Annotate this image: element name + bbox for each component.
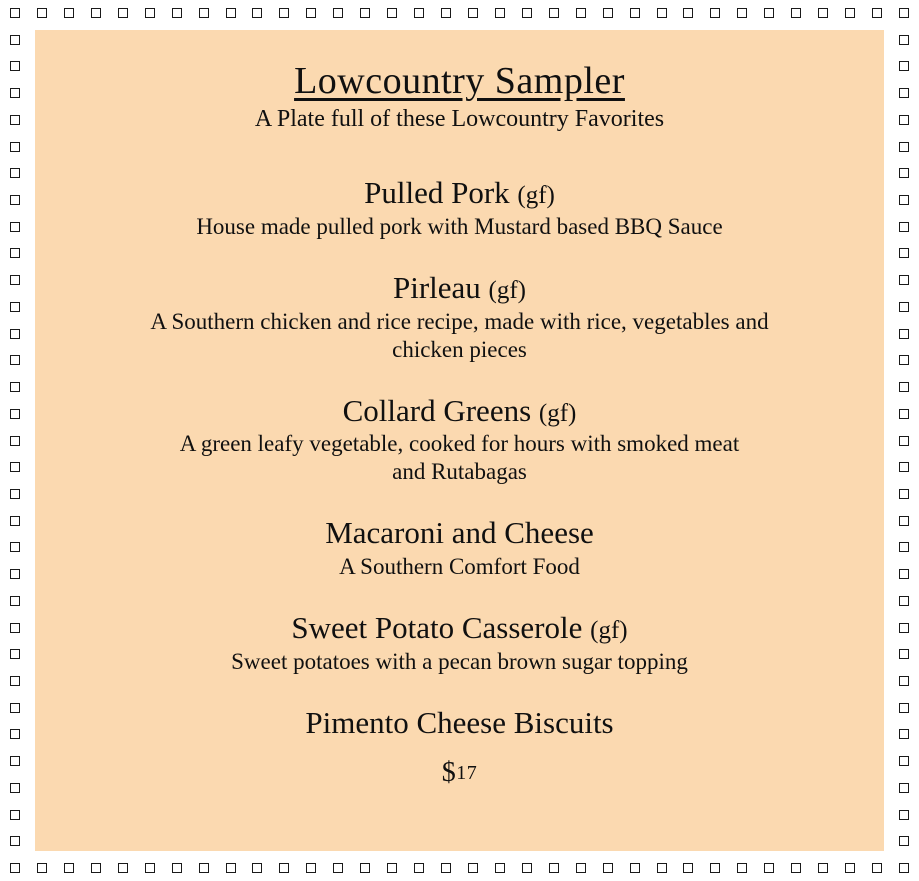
border-dot bbox=[118, 8, 128, 18]
menu-subtitle: A Plate full of these Lowcountry Favorites bbox=[254, 105, 665, 132]
border-dot bbox=[10, 542, 20, 552]
border-dot bbox=[791, 863, 801, 873]
menu-panel bbox=[35, 30, 884, 851]
border-dot bbox=[145, 8, 155, 18]
border-dot bbox=[899, 810, 909, 820]
border-dot bbox=[899, 382, 909, 392]
border-dot bbox=[899, 195, 909, 205]
border-dot bbox=[522, 8, 532, 18]
border-dot bbox=[818, 8, 828, 18]
border-dot bbox=[899, 248, 909, 258]
menu-item-name-line bbox=[75, 393, 844, 430]
border-dot bbox=[468, 863, 478, 873]
menu-item-name-line bbox=[75, 705, 844, 742]
border-dot bbox=[10, 676, 20, 686]
border-dot bbox=[764, 863, 774, 873]
border-dot bbox=[630, 8, 640, 18]
border-dot bbox=[333, 863, 343, 873]
border-dot bbox=[10, 596, 20, 606]
border-dot bbox=[630, 863, 640, 873]
border-dot bbox=[737, 863, 747, 873]
spacer bbox=[75, 159, 844, 175]
border-dots-top bbox=[10, 8, 909, 18]
border-dot bbox=[10, 35, 20, 45]
border-dot bbox=[899, 409, 909, 419]
border-dot bbox=[226, 863, 236, 873]
menu-item-description: A Southern Comfort Food bbox=[339, 554, 580, 580]
border-dot bbox=[683, 863, 693, 873]
menu-item-name: Pirleau bbox=[392, 270, 481, 306]
border-dot bbox=[10, 168, 20, 178]
border-dot bbox=[899, 222, 909, 232]
border-dot bbox=[899, 115, 909, 125]
border-dot bbox=[522, 863, 532, 873]
border-dot bbox=[899, 729, 909, 739]
border-dot bbox=[10, 863, 20, 873]
menu-item-description: A green leafy vegetable, cooked for hours with smoked meat and Rutabagas bbox=[179, 431, 740, 485]
border-dot bbox=[899, 302, 909, 312]
border-dot bbox=[899, 676, 909, 686]
menu-item-name-line bbox=[75, 270, 844, 307]
menu-item bbox=[75, 610, 844, 676]
border-dot bbox=[10, 409, 20, 419]
border-dot bbox=[899, 516, 909, 526]
menu-item-gf-tag: (gf) bbox=[538, 399, 577, 427]
border-dot bbox=[10, 61, 20, 71]
border-dot bbox=[10, 836, 20, 846]
menu-item-name-line bbox=[75, 515, 844, 552]
border-dot bbox=[576, 863, 586, 873]
spacer bbox=[75, 254, 844, 270]
border-dot bbox=[899, 569, 909, 579]
border-dot bbox=[899, 35, 909, 45]
border-dot bbox=[899, 355, 909, 365]
border-dot bbox=[387, 863, 397, 873]
border-dot bbox=[64, 8, 74, 18]
border-dot bbox=[737, 8, 747, 18]
border-dot bbox=[899, 623, 909, 633]
menu-item-description: House made pulled pork with Mustard based BBQ Sauce bbox=[196, 214, 723, 240]
border-dot bbox=[10, 649, 20, 659]
border-dot bbox=[360, 863, 370, 873]
border-dot bbox=[710, 863, 720, 873]
price-amount: 17 bbox=[456, 762, 478, 785]
border-dot bbox=[899, 489, 909, 499]
border-dot bbox=[199, 8, 209, 18]
border-dots-bottom bbox=[10, 863, 909, 873]
border-dot bbox=[899, 329, 909, 339]
border-dot bbox=[37, 863, 47, 873]
border-dot bbox=[10, 88, 20, 98]
border-dot bbox=[10, 329, 20, 339]
border-dot bbox=[10, 783, 20, 793]
menu-item-name: Pulled Pork bbox=[364, 175, 510, 211]
border-dot bbox=[899, 436, 909, 446]
border-dots-right bbox=[899, 8, 909, 873]
border-dot bbox=[899, 703, 909, 713]
border-dot bbox=[899, 756, 909, 766]
border-dot bbox=[10, 355, 20, 365]
price-currency-symbol: $ bbox=[441, 757, 457, 789]
border-dot bbox=[10, 436, 20, 446]
border-dot bbox=[10, 8, 20, 18]
border-dot bbox=[10, 569, 20, 579]
border-dot bbox=[899, 8, 909, 18]
menu-item-description: A Southern chicken and rice recipe, made with rice, vegetables and chicken pieces bbox=[150, 308, 769, 362]
spacer bbox=[75, 594, 844, 610]
border-dot bbox=[845, 863, 855, 873]
menu-item-name: Sweet Potato Casserole bbox=[291, 610, 583, 646]
border-dot bbox=[10, 222, 20, 232]
border-dot bbox=[387, 8, 397, 18]
menu-item bbox=[75, 705, 844, 742]
menu-item-description: Sweet potatoes with a pecan brown sugar topping bbox=[231, 648, 688, 674]
spacer bbox=[75, 499, 844, 515]
border-dot bbox=[10, 115, 20, 125]
border-dot bbox=[10, 195, 20, 205]
border-dot bbox=[657, 8, 667, 18]
menu-item-name-line bbox=[75, 175, 844, 212]
border-dot bbox=[10, 142, 20, 152]
menu-item bbox=[75, 393, 844, 487]
border-dot bbox=[306, 863, 316, 873]
border-dot bbox=[10, 623, 20, 633]
border-dot bbox=[603, 863, 613, 873]
border-dot bbox=[91, 863, 101, 873]
border-dot bbox=[549, 8, 559, 18]
border-dot bbox=[657, 863, 667, 873]
border-dot bbox=[333, 8, 343, 18]
border-dot bbox=[899, 836, 909, 846]
border-dot bbox=[872, 863, 882, 873]
border-dot bbox=[306, 8, 316, 18]
border-dot bbox=[899, 462, 909, 472]
border-dot bbox=[441, 8, 451, 18]
menu-price bbox=[75, 757, 844, 789]
border-dot bbox=[899, 783, 909, 793]
border-dot bbox=[603, 8, 613, 18]
border-dot bbox=[710, 8, 720, 18]
spacer bbox=[75, 377, 844, 393]
menu-item bbox=[75, 270, 844, 364]
border-dot bbox=[872, 8, 882, 18]
border-dot bbox=[899, 649, 909, 659]
border-dot bbox=[279, 863, 289, 873]
border-dot bbox=[172, 8, 182, 18]
border-dot bbox=[10, 516, 20, 526]
border-dot bbox=[441, 863, 451, 873]
border-dot bbox=[10, 302, 20, 312]
border-dot bbox=[252, 8, 262, 18]
border-dot bbox=[10, 703, 20, 713]
border-dot bbox=[118, 863, 128, 873]
border-dot bbox=[495, 8, 505, 18]
border-dot bbox=[899, 168, 909, 178]
border-dot bbox=[549, 863, 559, 873]
border-dot bbox=[252, 863, 262, 873]
menu-item-name: Collard Greens bbox=[342, 392, 532, 428]
border-dot bbox=[414, 863, 424, 873]
border-dot bbox=[10, 729, 20, 739]
border-dot bbox=[495, 863, 505, 873]
border-dot bbox=[172, 863, 182, 873]
border-dot bbox=[37, 8, 47, 18]
border-dot bbox=[845, 8, 855, 18]
menu-item bbox=[75, 175, 844, 241]
border-dot bbox=[10, 756, 20, 766]
menu-item-name-line bbox=[75, 610, 844, 647]
border-dot bbox=[10, 810, 20, 820]
menu-item-name: Macaroni and Cheese bbox=[325, 515, 594, 551]
border-dot bbox=[899, 863, 909, 873]
border-dot bbox=[199, 863, 209, 873]
menu-item-name: Pimento Cheese Biscuits bbox=[305, 704, 614, 740]
border-dot bbox=[360, 8, 370, 18]
border-dot bbox=[818, 863, 828, 873]
border-dot bbox=[226, 8, 236, 18]
border-dot bbox=[899, 275, 909, 285]
border-dot bbox=[279, 8, 289, 18]
border-dot bbox=[10, 462, 20, 472]
border-dot bbox=[145, 863, 155, 873]
border-dot bbox=[899, 88, 909, 98]
menu-item bbox=[75, 515, 844, 581]
menu-item-gf-tag: (gf) bbox=[488, 277, 527, 305]
border-dot bbox=[576, 8, 586, 18]
border-dot bbox=[899, 596, 909, 606]
border-dot bbox=[791, 8, 801, 18]
border-dot bbox=[10, 275, 20, 285]
border-dot bbox=[764, 8, 774, 18]
border-dot bbox=[10, 382, 20, 392]
border-dot bbox=[468, 8, 478, 18]
border-dot bbox=[899, 61, 909, 71]
menu-item-gf-tag: (gf) bbox=[590, 617, 628, 645]
border-dot bbox=[10, 248, 20, 258]
border-dots-left bbox=[10, 8, 20, 873]
border-dot bbox=[899, 542, 909, 552]
menu-title: Lowcountry Sampler bbox=[294, 60, 625, 102]
border-dot bbox=[899, 142, 909, 152]
menu-item-gf-tag: (gf) bbox=[517, 182, 555, 210]
border-dot bbox=[91, 8, 101, 18]
border-dot bbox=[683, 8, 693, 18]
border-dot bbox=[10, 489, 20, 499]
border-dot bbox=[64, 863, 74, 873]
border-dot bbox=[414, 8, 424, 18]
spacer bbox=[75, 689, 844, 705]
